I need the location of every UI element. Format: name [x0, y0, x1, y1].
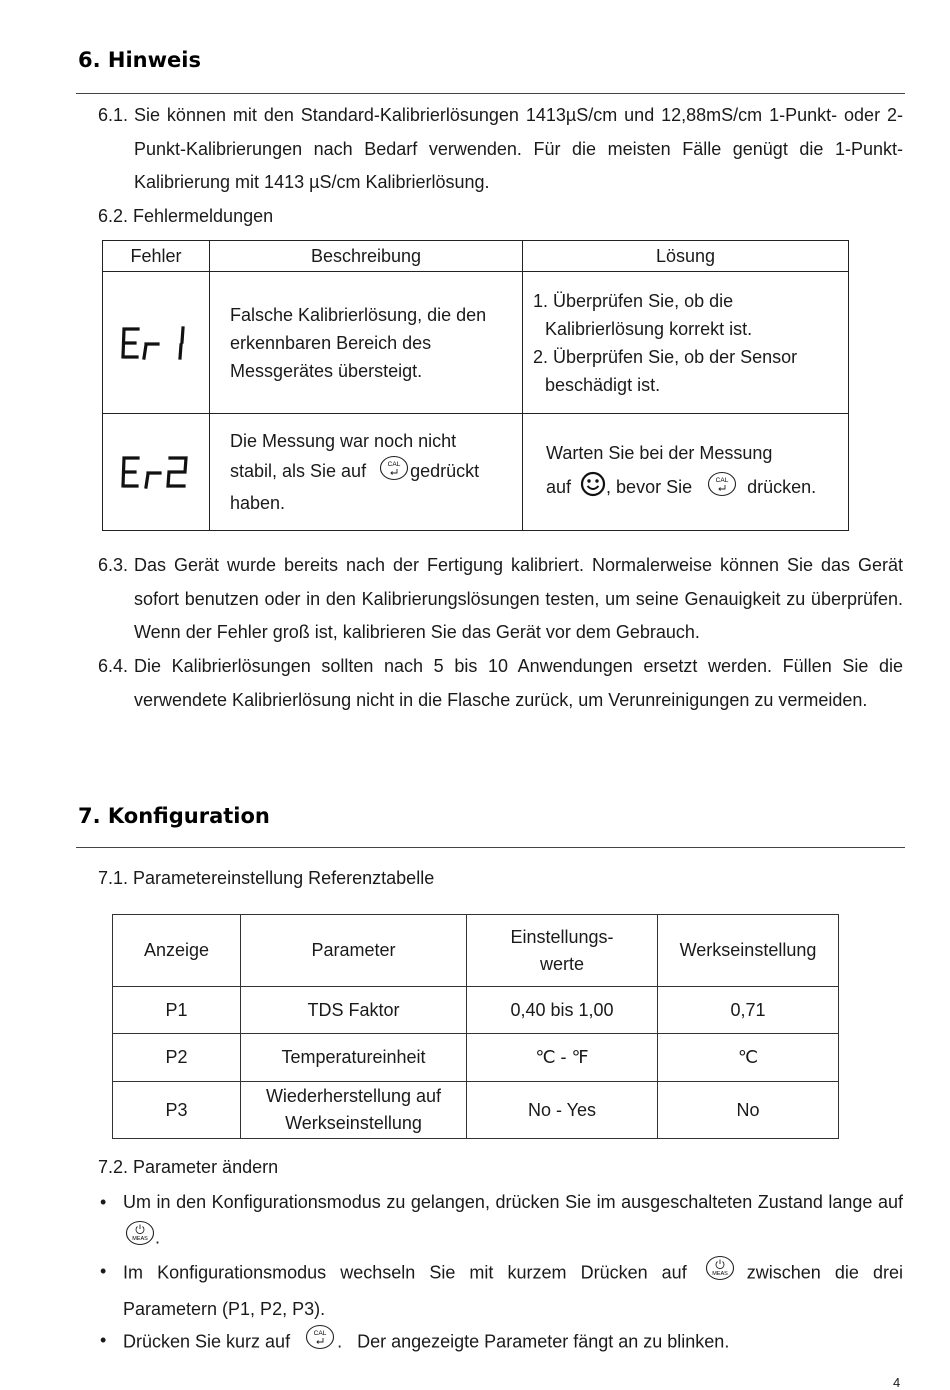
paragraph-6-3: [98, 549, 903, 650]
header-cell: Anzeige: [113, 915, 241, 987]
list-item: [100, 1255, 903, 1326]
solution-line: Warten Sie bei der Messung: [546, 443, 773, 463]
page-number: 4: [893, 1375, 901, 1390]
description-line: Die Messung war noch nicht: [230, 431, 457, 451]
paragraph-text: Sie können mit den Standard-Kalibrierlösungen 1413µS/cm und 12,88mS/cm 1-Punkt- oder 2-Punkt-Kalibrierungen nach Bedarf verwenden. Für die meisten Fälle genügt die 1-Punkt-Kalibrierung mit 1413 µS/cm Kalibrierlösung.: [134, 105, 903, 192]
error-solution: [523, 272, 849, 414]
paragraph-6-2: 6.2. Fehlermeldungen: [98, 206, 274, 226]
list-text: . Der angezeigte Parameter fängt an zu blinken.: [337, 1331, 730, 1352]
description-text: gedrückt: [410, 460, 480, 481]
bullet-dot: •: [100, 1192, 107, 1212]
table-row: [113, 1034, 839, 1082]
table-cell: No - Yes: [467, 1082, 658, 1139]
error-solution: [523, 414, 849, 531]
paragraph-text: Die Kalibrierlösungen sollten nach 5 bis 10 Anwendungen ersetzt werden. Füllen Sie die verwendete Kalibrierlösung nicht in die Flasche zurück, um Verunreinigungen zu vermeiden.: [134, 656, 903, 710]
list-text: Um in den Konfigurationsmodus zu gelangen, drücken Sie im ausgeschalteten Zustand lange auf: [123, 1192, 903, 1212]
svg-text:MEAS: MEAS: [132, 1235, 148, 1242]
section-6-heading: 6. Hinweis: [78, 48, 201, 72]
description-line: haben.: [230, 493, 286, 513]
paragraph-text: Das Gerät wurde bereits nach der Fertigung kalibriert. Normalerweise können Sie das Gerät sofort benutzen oder in den Kalibrierungslösungen testen, um seine Genauigkeit zu überprüfen. Wenn der Fehler groß ist, kalibrieren Sie das Gerät vor dem Gebrauch.: [134, 555, 903, 642]
error-description: [210, 414, 523, 531]
solution-line: 2. Überprüfen Sie, ob der Sensor: [533, 346, 798, 367]
table-cell: TDS Faktor: [241, 987, 467, 1034]
list-item: [100, 1324, 903, 1362]
header-cell: Beschreibung: [210, 241, 523, 272]
parameter-table: [112, 914, 839, 1139]
header-cell: Parameter: [241, 915, 467, 987]
list-item-text: [123, 1186, 903, 1257]
paragraph-number: 6.1.: [98, 105, 129, 125]
table-cell: [241, 1082, 467, 1139]
cell-line: Wiederherstellung auf: [265, 1086, 442, 1106]
bullet-dot: •: [100, 1261, 107, 1281]
header-cell: [467, 915, 658, 987]
table-cell: ℃ - ℉: [467, 1034, 658, 1082]
list-text: zwischen die drei Parametern (P1, P2, P3).: [123, 1262, 903, 1319]
cal-button-icon: [305, 1324, 335, 1362]
table-cell: 0,71: [658, 987, 839, 1034]
header-line: werte: [539, 953, 584, 974]
list-text: .: [155, 1227, 161, 1247]
header-cell: Lösung: [523, 241, 849, 272]
heading-rule: [76, 847, 905, 848]
svg-text:CAL: CAL: [313, 1330, 327, 1337]
lcd-code-er2: [103, 414, 210, 531]
table-cell: P3: [113, 1082, 241, 1139]
paragraph-7-1: 7.1. Parametereinstellung Referenztabelle: [98, 868, 435, 888]
paragraph-6-4: [98, 650, 903, 717]
lcd-code-er1: [103, 272, 210, 414]
list-item: [100, 1186, 903, 1257]
solution-line: [546, 471, 847, 505]
description-text: stabil, als Sie auf: [230, 460, 367, 481]
solution-text: drücken.: [747, 476, 817, 497]
table-cell: P2: [113, 1034, 241, 1082]
solution-line: Kalibrierlösung korrekt ist.: [545, 318, 753, 339]
heading-rule: [76, 93, 905, 94]
list-item-text: [123, 1324, 903, 1362]
list-text: Drücken Sie kurz auf: [123, 1331, 291, 1352]
power-meas-button-icon: [125, 1220, 155, 1258]
table-cell: ℃: [658, 1034, 839, 1082]
cell-line: Werkseinstellung: [285, 1113, 422, 1133]
error-table-header: [103, 241, 849, 272]
paragraph-number: 6.4.: [98, 656, 129, 676]
lcd-er2-icon: [118, 452, 194, 492]
smiley-icon: [580, 471, 606, 505]
power-meas-button-icon: [705, 1255, 735, 1293]
cal-button-icon: [707, 471, 737, 505]
paragraph-6-1: [98, 99, 903, 200]
table-row: [103, 272, 849, 414]
header-cell: Fehler: [103, 241, 210, 272]
svg-text:CAL: CAL: [715, 477, 729, 484]
error-description: Falsche Kalibrierlösung, die den erkennbaren Bereich des Messgerätes übersteigt.: [210, 272, 523, 414]
paragraph-7-2: 7.2. Parameter ändern: [98, 1157, 279, 1177]
section-7-heading: 7. Konfiguration: [78, 804, 270, 828]
svg-text:MEAS: MEAS: [711, 1271, 728, 1277]
table-row: [113, 987, 839, 1034]
table-cell: P1: [113, 987, 241, 1034]
solution-line: 1. Überprüfen Sie, ob die: [533, 290, 734, 311]
paragraph-number: 6.3.: [98, 555, 129, 575]
solution-line: beschädigt ist.: [545, 374, 661, 395]
parameter-table-header: [113, 915, 839, 987]
header-line: Einstellungs-: [510, 926, 614, 947]
list-item-text: [123, 1255, 903, 1326]
svg-text:CAL: CAL: [387, 461, 401, 468]
table-row: [103, 414, 849, 531]
table-cell: No: [658, 1082, 839, 1139]
header-cell: Werkseinstellung: [658, 915, 839, 987]
error-table: [102, 240, 849, 531]
bullet-dot: •: [100, 1330, 107, 1350]
table-row: [113, 1082, 839, 1139]
table-cell: 0,40 bis 1,00: [467, 987, 658, 1034]
lcd-er1-icon: [118, 323, 194, 363]
description-line: [230, 455, 521, 489]
cal-button-icon: [379, 455, 409, 489]
list-text: Im Konfigurationsmodus wechseln Sie mit kurzem Drücken auf: [123, 1262, 687, 1283]
table-cell: Temperatureinheit: [241, 1034, 467, 1082]
solution-text: auf: [546, 476, 572, 497]
solution-text: , bevor Sie: [606, 476, 693, 497]
